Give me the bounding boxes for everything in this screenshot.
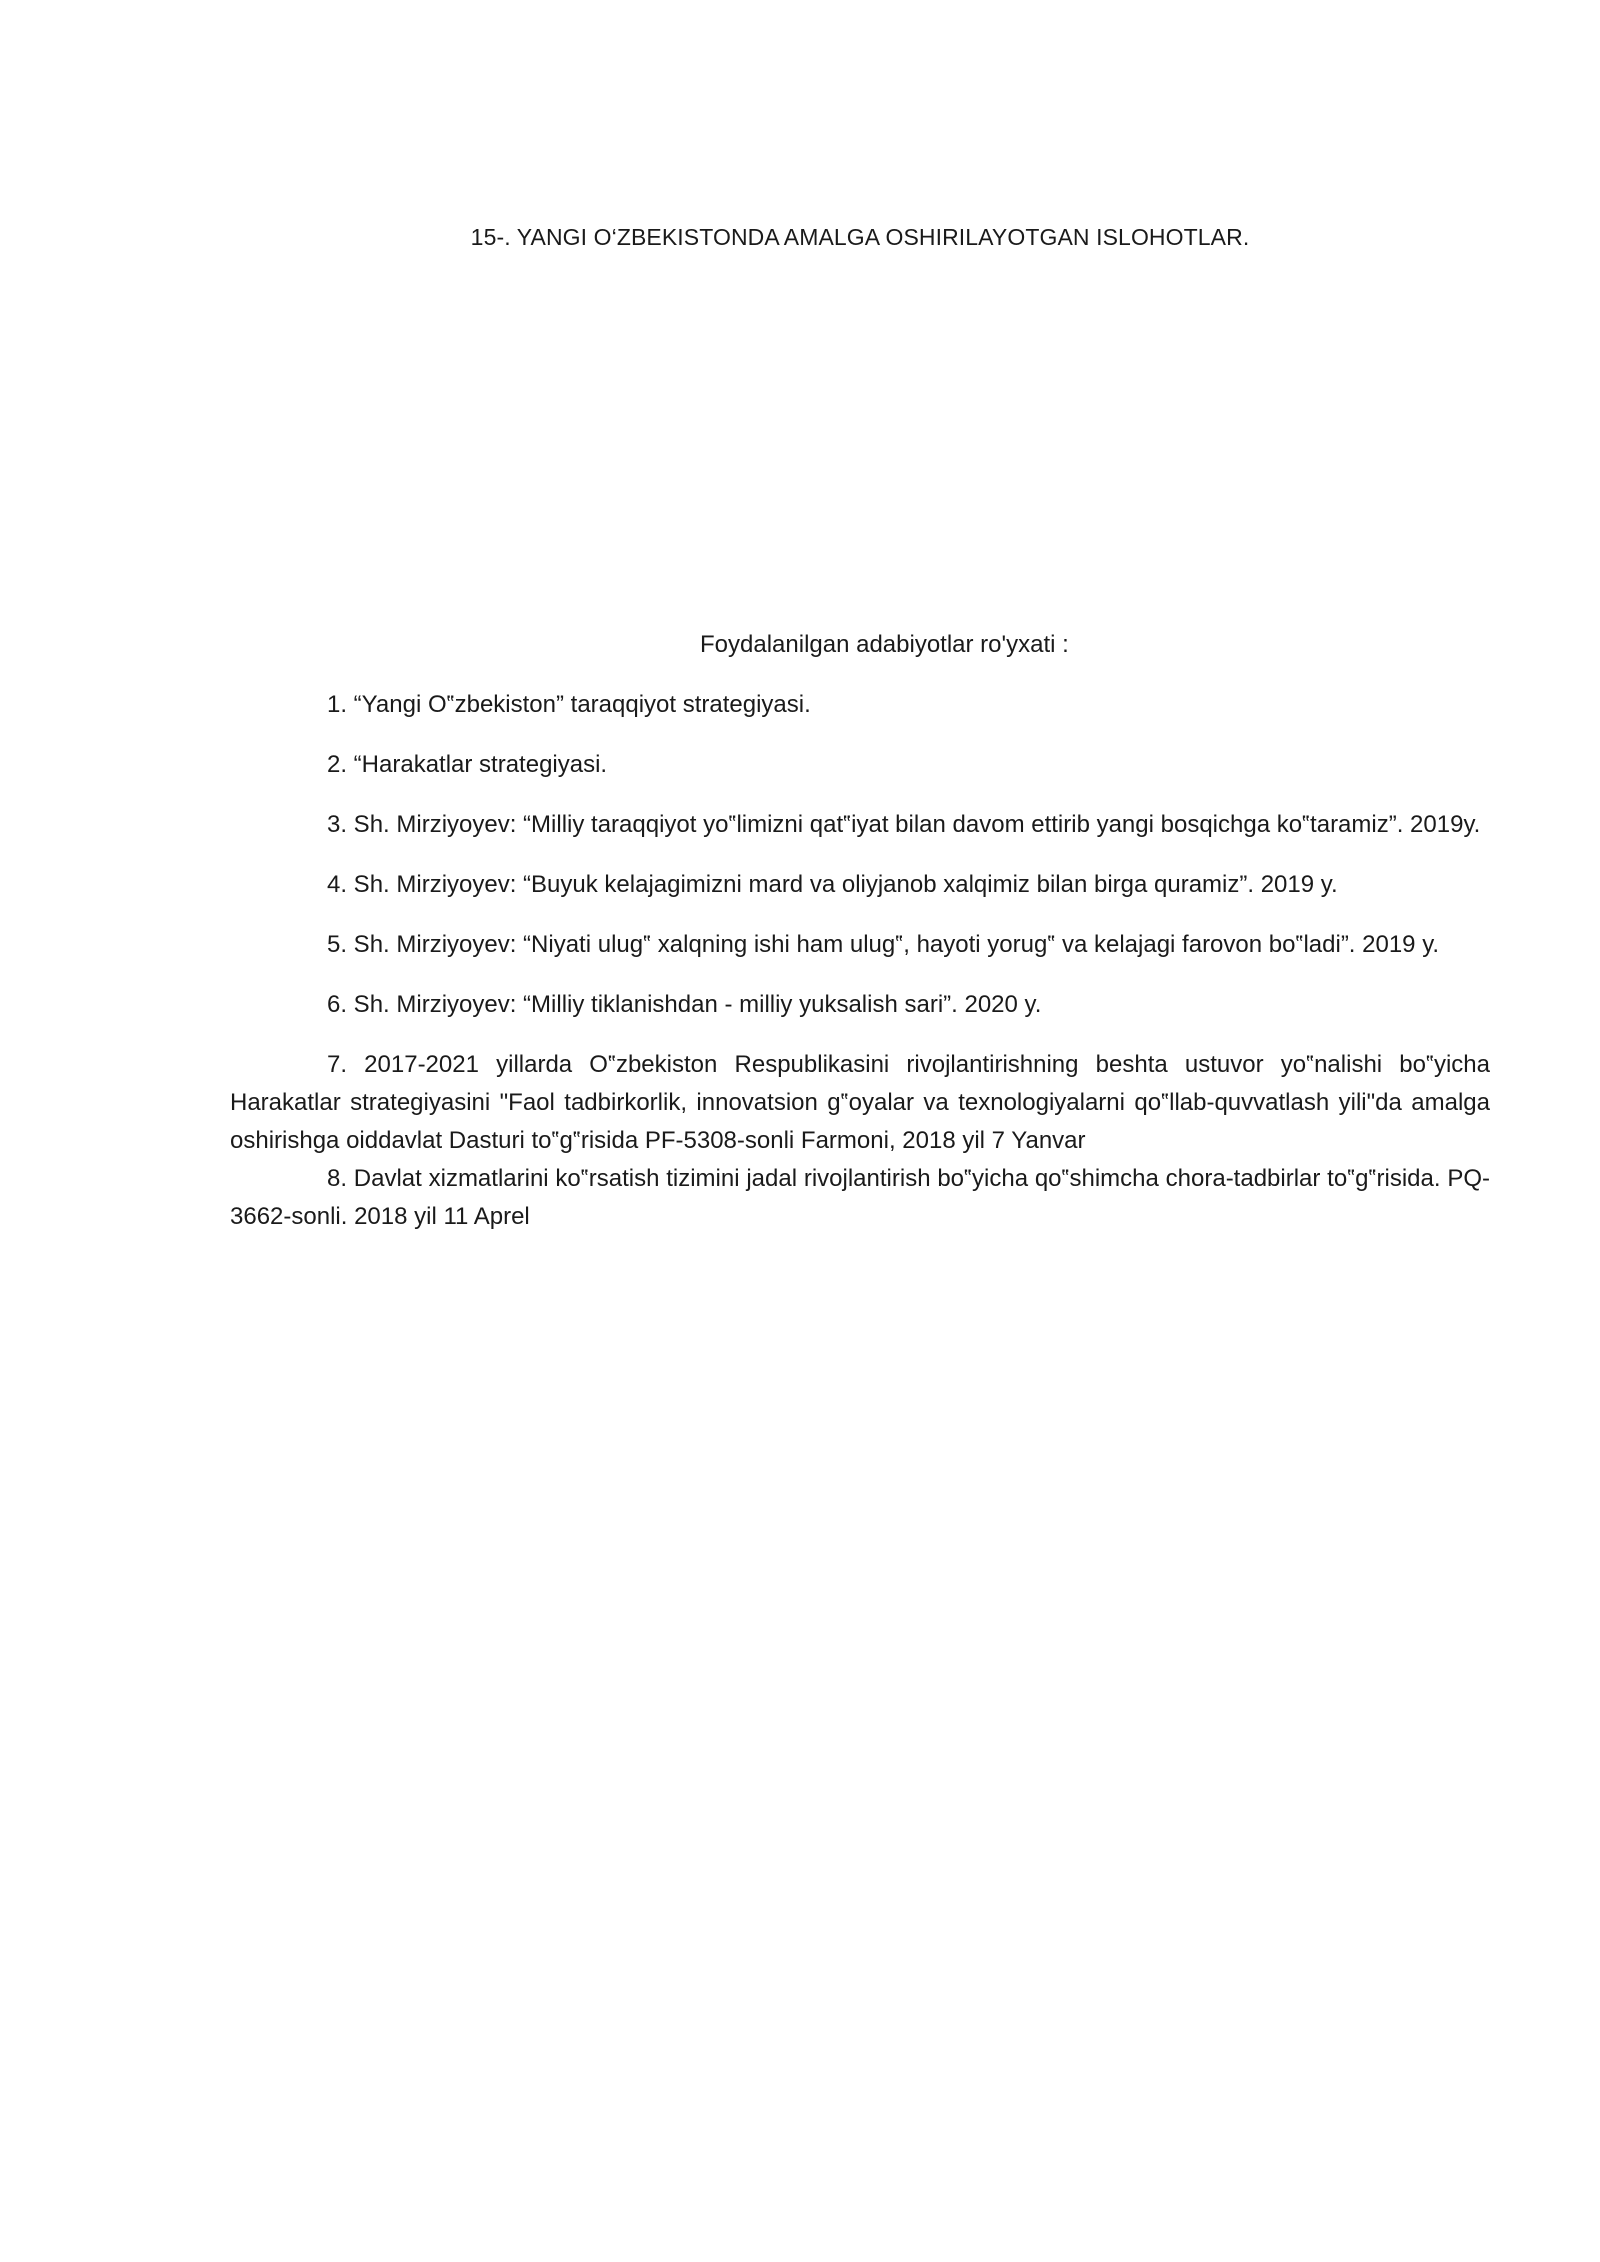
reference-item-6: 6. Sh. Mirziyoyev: “Milliy tiklanishdan - milliy yuksalish sari”. 2020 y.	[327, 991, 1042, 1018]
reference-item-1: 1. “Yangi O‟zbekiston” taraqqiyot strategiyasi.	[327, 691, 811, 718]
document-title: 15-. YANGI O‘ZBEKISTONDA AMALGA OSHIRILAYOTGAN ISLOHOTLAR.	[470, 224, 1250, 250]
references-section	[230, 626, 1490, 1236]
reference-item-7: 7. 2017-2021 yillarda O‟zbekiston Respublikasini rivojlantirishning beshta ustuvor yo‟nalishi bo‟yicha Harakatlar strategiyasini "Faol tadbirkorlik, innovatsion g‟oyalar va texnologiyalarni qo‟llab-quvvatlash yili"da amalga oshirishga oiddavlat Dasturi to‟g‟risida PF-5308-sonli Farmoni, 2018 yil 7 Yanvar	[230, 1051, 1490, 1154]
reference-item-8: 8. Davlat xizmatlarini ko‟rsatish tizimini jadal rivojlantirish bo‟yicha qo‟shimcha chora-tadbirlar to‟g‟risida. PQ-3662-sonli. 2018 yil 11 Aprel	[230, 1165, 1490, 1230]
reference-item-4: 4. Sh. Mirziyoyev: “Buyuk kelajagimizni mard va oliyjanob xalqimiz bilan birga quramiz”. 2019 y.	[327, 871, 1338, 898]
references-heading: Foydalanilgan adabiyotlar ro'yxati :	[700, 631, 1069, 658]
reference-item-3: 3. Sh. Mirziyoyev: “Milliy taraqqiyot yo‟limizni qat‟iyat bilan davom ettirib yangi bosqichga ko‟taramiz”. 2019y.	[327, 811, 1481, 838]
reference-item-5: 5. Sh. Mirziyoyev: “Niyati ulug‟ xalqning ishi ham ulug‟, hayoti yorug‟ va kelajagi farovon bo‟ladi”. 2019 y.	[327, 931, 1440, 958]
reference-item-2: 2. “Harakatlar strategiyasi.	[327, 751, 608, 778]
